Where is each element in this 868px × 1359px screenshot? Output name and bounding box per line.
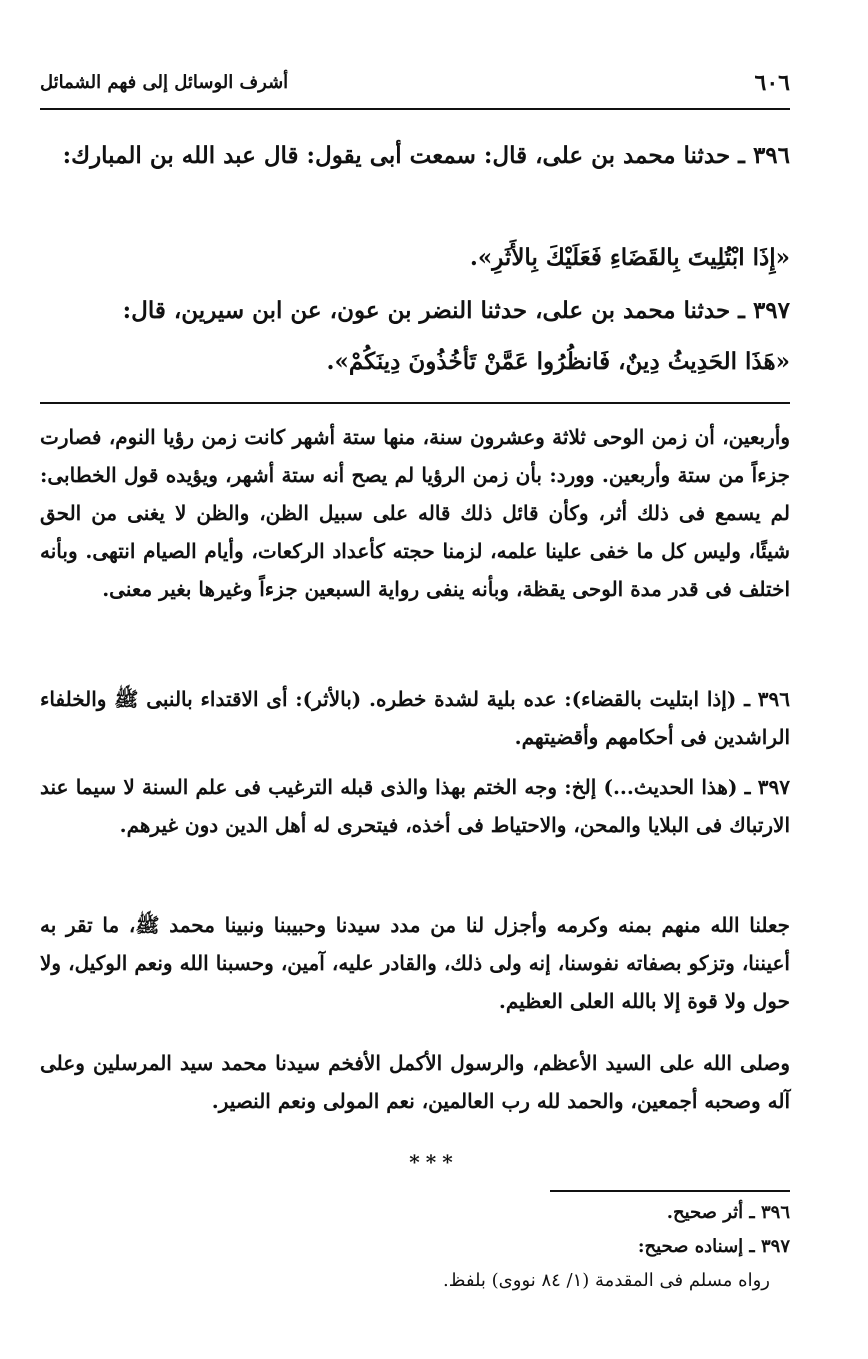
- page-number: ٦٠٦: [754, 70, 790, 96]
- hadith-isnad: ـ حدثنا محمد بن على، قال: سمعت أبى يقول: قال عبد الله بن المبارك:: [62, 142, 745, 169]
- note-text: ـ (إذا ابتليت بالقضاء): عده بلية لشدة خطره. (بالأثر): أى الاقتداء بالنبى ﷺ والخلفاء الراشدين فى أحكامهم وأقضيتهم.: [40, 687, 790, 749]
- section-separator: ***: [409, 1150, 459, 1174]
- note-number: ٣٩٦: [757, 687, 790, 711]
- hadith-matn: «إِذَا ابْتُلِيتَ بِالقَضَاءِ فَعَلَيْكَ بِالأَثَرِ».: [469, 244, 790, 271]
- hadith-matn: «هَذَا الحَدِيثُ دِينٌ، فَانظُرُوا عَمَّنْ تَأخُذُونَ دِينَكُمْ».: [326, 348, 790, 375]
- closing-prayer: جعلنا الله منهم بمنه وكرمه وأجزل لنا من مدد سيدنا وحبيبنا ونبينا محمد ﷺ، ما تقر به أعيننا، وتزكو بصفاته نفوسنا، إنه ولى ذلك، والقادر عليه، آمين، وحسبنا الله ونعم الوكيل، ولا حول ولا قوة إلا بالله العلى العظيم.: [40, 913, 790, 1013]
- closing-salutation: وصلى الله على السيد الأعظم، والرسول الأكمل الأفخم سيدنا محمد سيد المرسلين وعلى آله وصحبه أجمعين، والحمد لله رب العالمين، نعم المولى ونعم النصير.: [40, 1051, 790, 1113]
- commentary-note-396: [40, 680, 790, 756]
- commentary-continuation: وأربعين، أن زمن الوحى ثلاثة وعشرون سنة، منها ستة أشهر كانت زمن رؤيا النوم، فصارت جزءاً من ستة وأربعين. وورد: بأن زمن الرؤيا لم يصح أنه ستة أشهر، ويؤيده قول الخطابى: لم يسمع فى ذلك أثر، وكأن قائل ذلك قاله على سبيل الظن، والظن لا يغنى من الحق شيئًا، وليس كل ما خفى علينا علمه، لزمنا حجته كأعداد الركعات، وأيام الصيام انتهى. وبأنه اختلف فى قدر مدة الوحى يقظة، وبأنه ينفى رواية السبعين جزءاً وغيرها بغير معنى.: [40, 425, 791, 601]
- note-number: ٣٩٧: [757, 775, 790, 799]
- running-title: أشرف الوسائل إلى فهم الشمائل: [40, 72, 289, 93]
- hadith-isnad: ـ حدثنا محمد بن على، حدثنا النضر بن عون، عن ابن سيرين، قال:: [122, 297, 745, 324]
- footnote-397: ٣٩٧ ـ إسناده صحيح:: [637, 1236, 790, 1257]
- hadith-number: ٣٩٦: [752, 142, 790, 169]
- footnote-396: ٣٩٦ ـ أثر صحيح.: [666, 1202, 790, 1223]
- footnote-397-source: رواه مسلم فى المقدمة (١/ ٨٤ نووى) بلفظ.: [443, 1270, 770, 1291]
- header-rule: [40, 108, 790, 110]
- note-text: ـ (هذا الحديث...) إلخ: وجه الختم بهذا والذى قبله الترغيب فى علم السنة لا سيما عند الارتباك فى البلايا والمحن، والاحتياط فى أخذه، فيتحرى له أهل الدين دون غيرهم.: [40, 775, 790, 837]
- hadith-397: [40, 285, 790, 336]
- commentary-note-397: [40, 768, 790, 844]
- footnote-rule: [550, 1190, 790, 1192]
- page-header: [40, 70, 790, 106]
- commentary-rule: [40, 402, 790, 404]
- hadith-396: [40, 130, 790, 181]
- hadith-396-matn: [40, 232, 790, 283]
- hadith-397-matn: [40, 336, 790, 387]
- hadith-number: ٣٩٧: [752, 297, 790, 324]
